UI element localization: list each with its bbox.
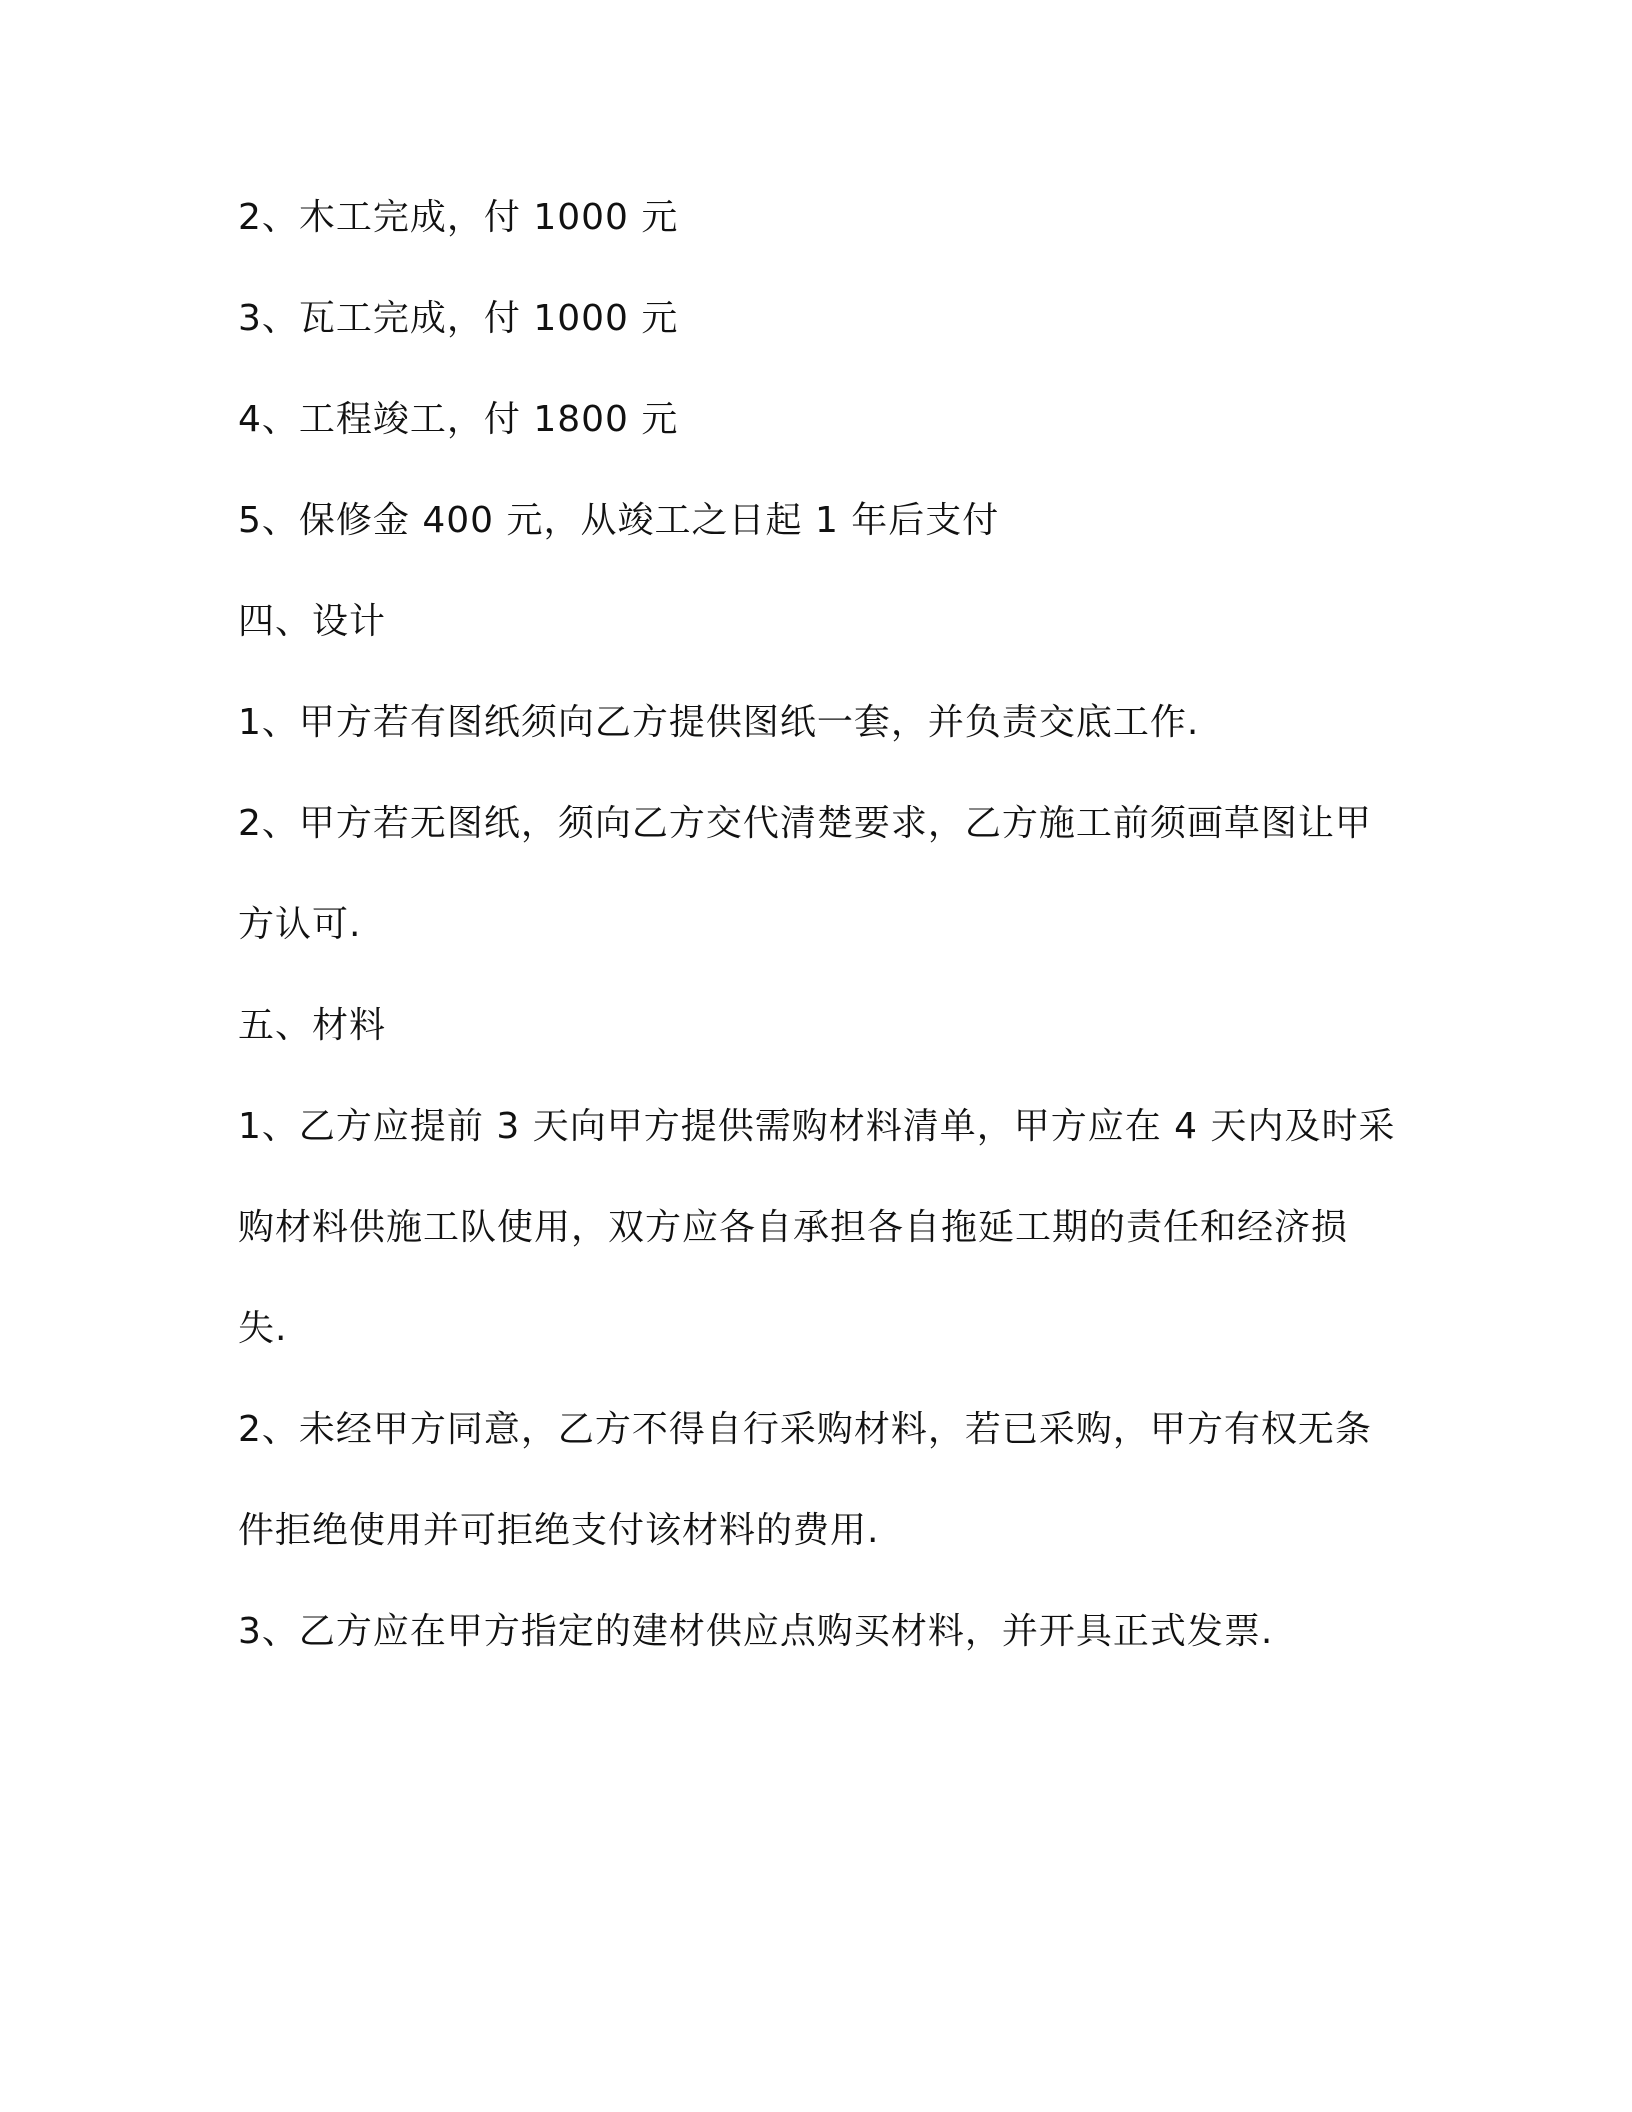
payment-item-warranty: 5、保修金 400 元，从竣工之日起 1 年后支付	[238, 500, 1000, 541]
materials-clause-2-line-2: 件拒绝使用并可拒绝支付该材料的费用.	[238, 1510, 880, 1551]
payment-item-tiling: 3、瓦工完成，付 1000 元	[238, 298, 679, 339]
section-heading-design: 四、设计	[238, 601, 387, 642]
materials-clause-3: 3、乙方应在甲方指定的建材供应点购买材料，并开具正式发票.	[238, 1611, 1274, 1652]
materials-clause-1-line-2: 购材料供施工队使用，双方应各自承担各自拖延工期的责任和经济损	[238, 1207, 1349, 1248]
design-clause-2-line-1: 2、甲方若无图纸，须向乙方交代清楚要求，乙方施工前须画草图让甲	[238, 803, 1372, 844]
materials-clause-1-line-3: 失.	[238, 1308, 288, 1349]
materials-clause-1-line-1: 1、乙方应提前 3 天向甲方提供需购材料清单，甲方应在 4 天内及时采	[238, 1106, 1396, 1147]
design-clause-1: 1、甲方若有图纸须向乙方提供图纸一套，并负责交底工作.	[238, 702, 1200, 743]
materials-clause-2-line-1: 2、未经甲方同意，乙方不得自行采购材料，若已采购，甲方有权无条	[238, 1409, 1372, 1450]
section-heading-materials: 五、材料	[238, 1005, 387, 1046]
payment-item-completion: 4、工程竣工，付 1800 元	[238, 399, 679, 440]
payment-item-carpentry: 2、木工完成，付 1000 元	[238, 197, 679, 238]
document-body	[238, 182, 1398, 1697]
design-clause-2-line-2: 方认可.	[238, 904, 362, 945]
